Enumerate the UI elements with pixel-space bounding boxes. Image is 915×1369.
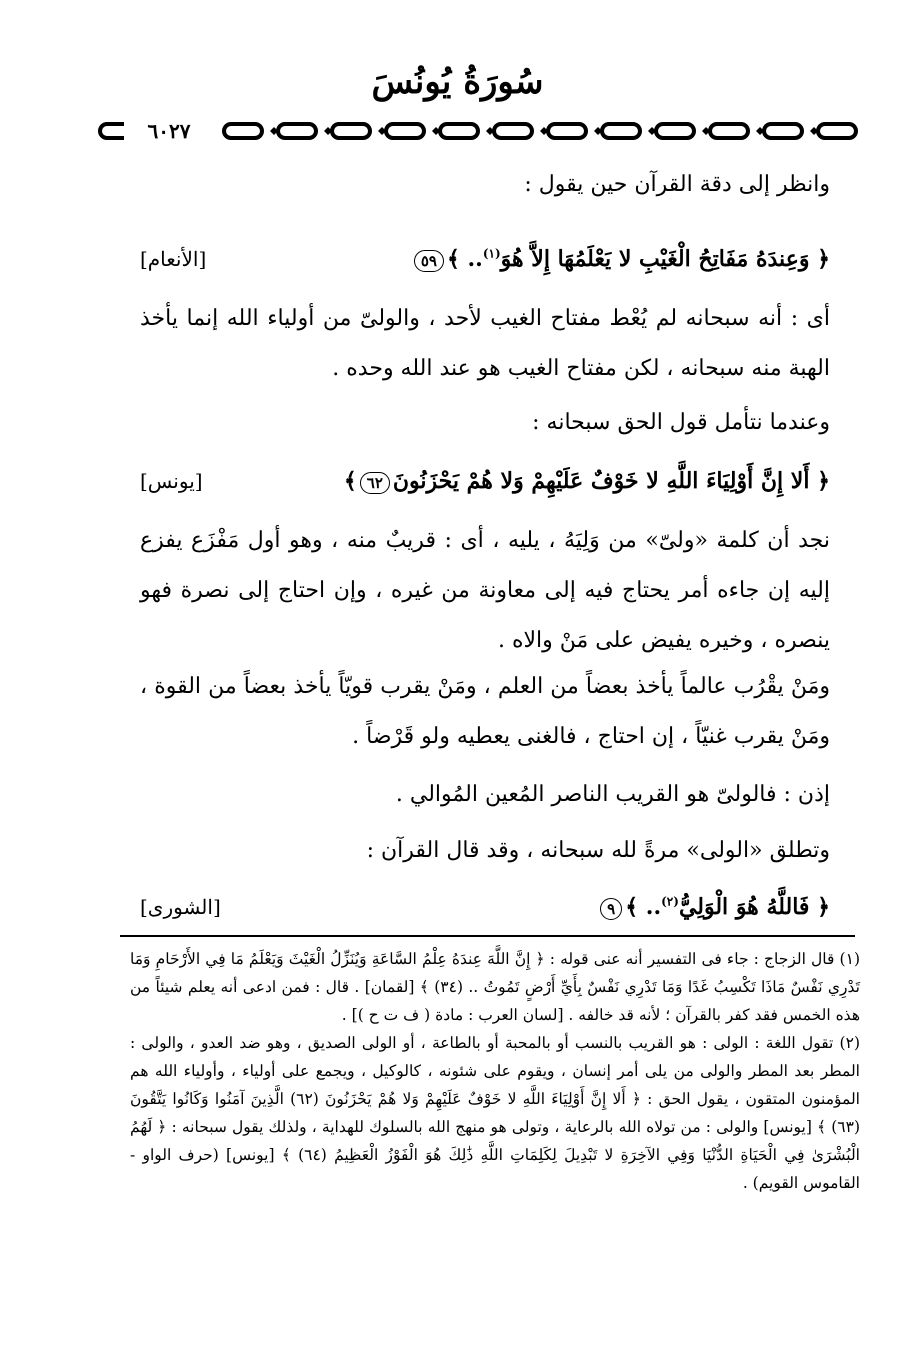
surah-reference: [يونس]	[140, 469, 203, 493]
paragraph: وتطلق «الولى» مرةً لله سبحانه ، وقد قال القرآن :	[366, 838, 830, 863]
quran-verse	[140, 458, 830, 504]
surah-title: سُورَةُ يُونُسَ	[371, 62, 544, 102]
footnote-divider	[120, 935, 855, 937]
footnote-mark: (٢)	[661, 894, 679, 909]
footnote-2: (٢) تقول اللغة : الولى : هو القريب بالنسب أو بالمحبة أو بالطاعة ، أو الولى الصديق ، وهو ضد العدو ، والولى : المطر بعد المطر والولى من يلى أمر إنسان ، ويقوم على شئونه ، كالوكيل ، ويجمع على أولياء ، وأولياء الله هم المؤمنون المتقون ، يقول الحق : ﴿ أَلا إِنَّ أَوْلِيَاءَ اللَّهِ لا خَوْفٌ عَلَيْهِمْ وَلا هُمْ يَحْزَنُونَ (٦٢) الَّذِينَ آمَنُوا وَكَانُوا يَتَّقُونَ (٦٣) ﴾ [يونس] والولى : من تولاه الله بالرعاية ، وتولى هو منهج الله بالسلوك للهداية ، ولذلك يقول سبحانه : ﴿ لَهُمُ الْبُشْرَىٰ فِي الْحَيَاةِ الدُّنْيَا وَفِي الآخِرَةِ لا تَبْدِيلَ لِكَلِمَاتِ اللَّهِ ذَٰلِكَ هُوَ الْفَوْزُ الْعَظِيمُ (٦٤) ﴾ [يونس] (حرف الواو - القاموس القويم) .	[130, 1034, 860, 1192]
ayah-number: ٩	[600, 898, 622, 920]
footnote-mark: (١)	[482, 246, 501, 261]
paragraph: إذن : فالولىّ هو القريب الناصر المُعين المُوالي .	[395, 782, 830, 807]
footnotes	[130, 945, 860, 1197]
surah-reference: [الشورى]	[140, 895, 221, 919]
page-number: ٦٠٢٧	[124, 118, 214, 144]
quran-verse	[140, 884, 830, 930]
verse-words: ﴿ فَاللَّهُ هُوَ الْوَلِيُّ	[678, 894, 830, 920]
paragraph: نجد أن كلمة «ولىّ» من وَلِيَهُ ، يليه ، أى : قريبٌ منه ، وهو أول مَفْزَع يفزع إليه إن جاءه أمر يحتاج فيه إلى معاونة من غيره ، وإن احتاج إلى نصرة فهو ينصره ، وخيره يفيض على مَنْ والاه .	[140, 528, 830, 653]
surah-reference: [الأنعام]	[140, 247, 207, 271]
footnote-1: (١) قال الزجاج : جاء فى التفسير أنه عنى قوله : ﴿ إِنَّ اللَّهَ عِندَهُ عِلْمُ السَّاعَةِ وَيُنَزِّلُ الْغَيْثَ وَيَعْلَمُ مَا فِي الأَرْحَامِ وَمَا تَدْرِي نَفْسٌ مَاذَا تَكْسِبُ غَدًا وَمَا تَدْرِي نَفْسٌ بِأَيِّ أَرْضٍ تَمُوتُ .. (٣٤) ﴾ [لقمان] . قال : فمن ادعى أنه يعلم شيئاً من هذه الخمس فقد كفر بالقرآن ؛ لأنه قد خالفه . [لسان العرب : مادة ( ف ت ح )] .	[130, 950, 860, 1024]
verse-close: ﴾	[343, 468, 357, 494]
verse-text	[411, 236, 830, 282]
verse-words: ﴿ أَلا إِنَّ أَوْلِيَاءَ اللَّهِ لا خَوْفٌ عَلَيْهِمْ وَلا هُمْ يَحْزَنُونَ	[392, 468, 830, 494]
paragraph: أى : أنه سبحانه لم يُعْط مفتاح الغيب لأحد ، والولىّ من أولياء الله إنما يأخذ الهبة منه سبحانه ، لكن مفتاح الغيب هو عند الله وحده .	[140, 306, 830, 381]
ayah-number: ٦٢	[360, 472, 390, 494]
paragraph: ومَنْ يقْرُب عالماً يأخذ بعضاً من العلم ، ومَنْ يقرب قويّاً يأخذ بعضاً من القوة ، ومَنْ يقرب غنيّاً ، إن احتاج ، فالغنى يعطيه ولو قَرْضاً .	[140, 674, 830, 749]
verse-ellipsis: .. ﴾	[625, 894, 662, 920]
quran-verse	[140, 236, 830, 282]
paragraph: وعندما نتأمل قول الحق سبحانه :	[532, 410, 830, 435]
paragraph: وانظر إلى دقة القرآن حين يقول :	[524, 172, 830, 197]
verse-ellipsis: .. ﴾	[446, 246, 483, 272]
verse-text	[344, 458, 830, 504]
verse-words: ﴿ وَعِندَهُ مَفَاتِحُ الْغَيْبِ لا يَعْلَمُهَا إِلاَّ هُوَ	[500, 246, 830, 272]
verse-text	[597, 884, 830, 930]
ayah-number: ٥٩	[414, 250, 444, 272]
